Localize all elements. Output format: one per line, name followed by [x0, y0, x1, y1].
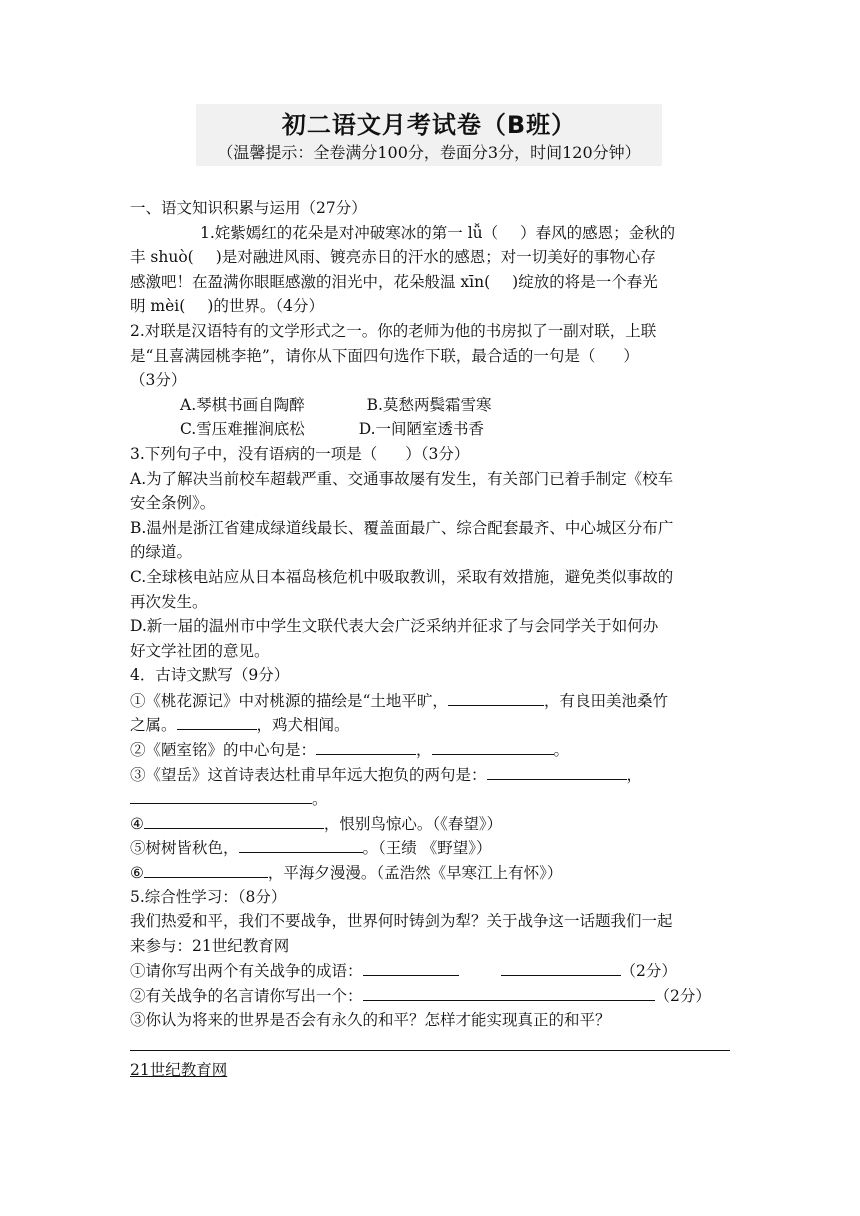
q1-line-1	[130, 221, 730, 246]
q4-item-6	[130, 860, 730, 885]
q1-text: 感激吧！在盈满你眼眶感激的泪光中，花朵般温 xīn(	[130, 272, 491, 291]
q4-text: ，	[416, 741, 432, 760]
q1-text: )绽放的将是一个春光	[512, 272, 658, 291]
q4-text: 。	[312, 790, 328, 809]
fill-blank[interactable]	[316, 737, 416, 755]
page-subtitle: （温馨提示：全卷满分100分，卷面分3分，时间120分钟）	[217, 143, 641, 162]
q3-text: ）（3分）	[405, 444, 470, 463]
fill-blank[interactable]	[501, 958, 621, 976]
q1-line-4	[130, 294, 730, 319]
title-block	[196, 104, 662, 166]
q4-text: ⑤树树皆秋色，	[130, 839, 239, 858]
q4-text: 。	[553, 741, 570, 760]
exam-content	[130, 196, 730, 1032]
q1-text: )是对融进风雨、镀亮赤日的汗水的感恩；对一切美好的事物心存	[215, 248, 656, 267]
q5-text: ②有关战争的名言请你写出一个：	[130, 987, 363, 1005]
fill-blank[interactable]	[144, 811, 324, 829]
q2-line-3: （3分）	[130, 371, 187, 390]
q4-item-4	[130, 811, 730, 836]
q1-line-2	[130, 245, 730, 270]
q3-option-b: B.温州是浙江省建成绿道线最长、覆盖面最广、综合配套最齐、中心城区分布广	[130, 518, 674, 537]
q4-item-1-cont	[130, 712, 730, 737]
q3-line-1	[130, 442, 730, 467]
q3-option-d-cont: 好文学社团的意见。	[130, 641, 270, 660]
fill-blank[interactable]	[177, 712, 257, 730]
fill-blank[interactable]	[363, 958, 459, 976]
option-a[interactable]: A.琴棋书画自陶醉	[180, 395, 305, 414]
q3-option-d: D.新一届的温州市中学生文联代表大会广泛采纳并征求了与会同学关于如何办	[130, 617, 659, 636]
q1-text: 1.姹紫嫣红的花朵是对冲破寒冰的第一 lǚ（	[200, 223, 499, 242]
q4-text: 之属。	[130, 716, 177, 735]
answer-line[interactable]	[130, 1050, 730, 1051]
q1-line-3	[130, 270, 730, 295]
q5-text: ①请你写出两个有关战争的成语：	[130, 962, 363, 981]
q4-text: ①《桃花源记》中对桃源的描绘是“土地平旷，	[130, 691, 448, 710]
fill-blank[interactable]	[363, 983, 655, 1001]
q4-heading: 4．古诗文默写（9分）	[130, 666, 290, 685]
fill-blank[interactable]	[239, 835, 363, 853]
fill-blank[interactable]	[487, 762, 627, 780]
fill-blank[interactable]	[144, 860, 268, 878]
q5-text: （2分）	[620, 962, 677, 981]
q1-text: 丰 shuò(	[130, 248, 194, 267]
q3-option-a: A.为了解决当前校车超载严重、交通事故屡有发生，有关部门已着手制定《校车	[130, 469, 674, 488]
q4-item-3	[130, 762, 730, 787]
section-heading: 一、语文知识积累与运用（27分）	[130, 199, 367, 217]
q5-intro-1: 我们热爱和平，我们不要战争，世界何时铸剑为犁？关于战争这一话题我们一起	[130, 912, 673, 931]
q3-text: 3.下列句子中，没有语病的一项是（	[130, 444, 378, 463]
q4-text: ，鸡犬相闻。	[256, 716, 350, 735]
q2-options-row-1	[130, 393, 730, 418]
option-c[interactable]: C.雪压难摧涧底松	[180, 420, 305, 439]
q4-item-1	[130, 688, 730, 713]
q3-option-a-cont: 安全条例》。	[130, 494, 216, 513]
q4-item-2	[130, 737, 730, 762]
option-b[interactable]: B.莫愁两鬓霜雪寒	[366, 395, 492, 414]
q4-text: 。（王绩 《野望》）	[362, 839, 492, 858]
q2-text: 是“且喜满园桃李艳”，请你从下面四句选作下联，最合适的一句是（	[130, 346, 596, 365]
q5-heading: 5.综合性学习：（8分）	[130, 887, 287, 906]
q4-text: ②《陋室铭》的中心句是：	[130, 741, 317, 760]
fill-blank[interactable]	[448, 688, 544, 706]
q4-item-5	[130, 835, 730, 860]
page-title: 初二语文月考试卷（B班）	[281, 111, 577, 139]
q4-item-3-cont	[130, 786, 730, 811]
q2-options-row-2	[130, 417, 730, 442]
q2-text: ）	[623, 346, 639, 365]
q4-text: ，恨别鸟惊心。（《春望》）	[323, 814, 503, 833]
q5-text: （2分）	[654, 987, 711, 1005]
q4-text: ⑥	[130, 864, 144, 883]
q5-sub-3: ③你认为将来的世界是否会有永久的和平？怎样才能实现真正的和平？	[130, 1010, 611, 1029]
q3-option-b-cont: 的绿道。	[130, 543, 193, 562]
q5-sub-1	[130, 958, 730, 983]
q4-text: ，有良田美池桑竹	[543, 691, 668, 710]
footer-link[interactable]: 21世纪教育网	[130, 1061, 228, 1079]
q2-line-1: 2.对联是汉语特有的文学形式之一。你的老师为他的书房拟了一副对联，上联	[130, 321, 657, 340]
q1-text: ）春风的感恩；金秋的	[520, 223, 676, 242]
q4-text: ，平海夕漫漫。（孟浩然《早寒江上有怀》）	[267, 864, 563, 883]
q5-intro-2: 来参与：21世纪教育网	[130, 936, 290, 955]
q4-text: ，	[626, 765, 643, 784]
q4-text: ④	[130, 814, 144, 833]
q5-sub-2	[130, 983, 730, 1008]
q2-line-2	[130, 344, 730, 369]
q3-option-c: C.全球核电站应从日本福岛核危机中吸取教训，采取有效措施，避免类似事故的	[130, 567, 674, 586]
option-d[interactable]: D.一间陋室透书香	[358, 420, 485, 439]
q1-text: )的世界。（4分）	[207, 297, 324, 316]
q1-text: 明 mèi(	[130, 297, 186, 316]
q4-text: ③《望岳》这首诗表达杜甫早年远大抱负的两句是：	[130, 765, 487, 784]
fill-blank[interactable]	[130, 786, 312, 804]
fill-blank[interactable]	[432, 737, 554, 755]
q3-option-c-cont: 再次发生。	[130, 592, 208, 611]
